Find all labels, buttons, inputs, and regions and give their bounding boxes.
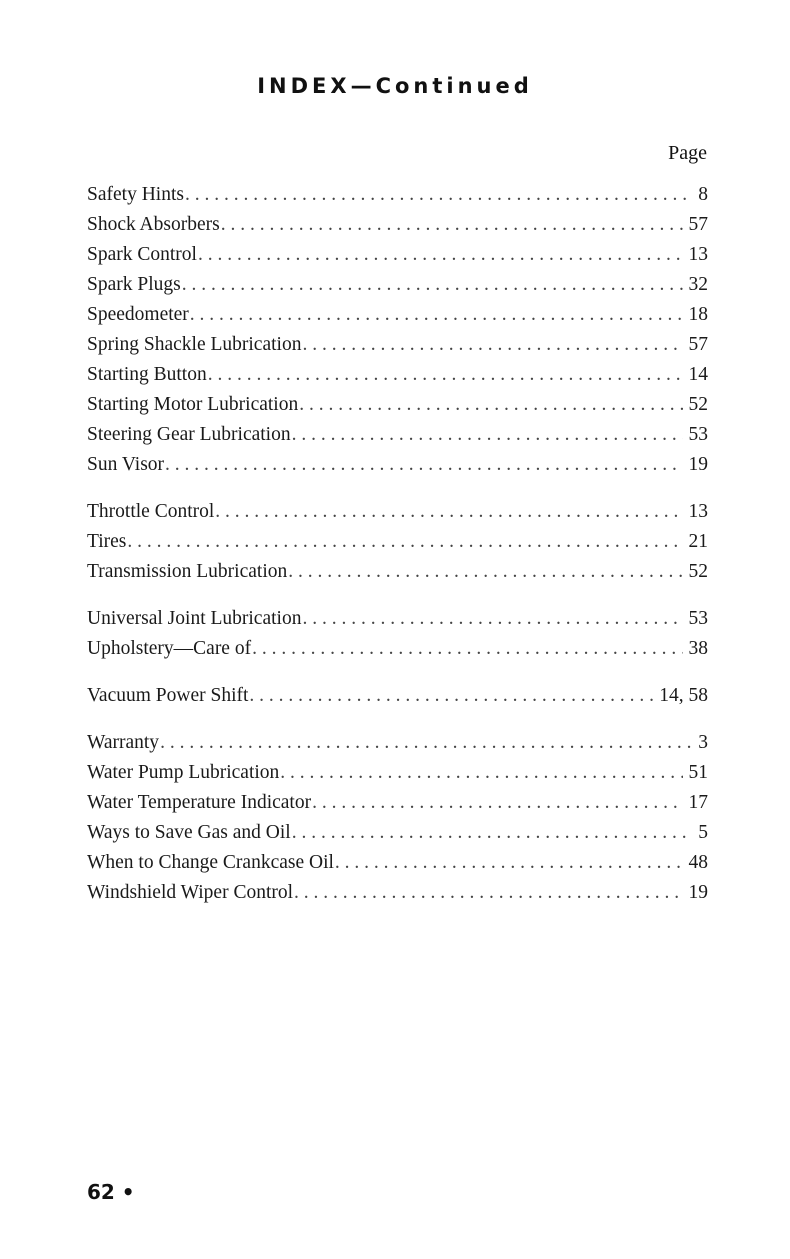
dot-leader [185, 180, 692, 210]
index-entry [87, 360, 708, 390]
index-group [87, 180, 708, 480]
index-group [87, 681, 708, 711]
page-column-header: Page [668, 142, 707, 164]
index-entry [87, 390, 708, 420]
dot-leader [280, 758, 682, 788]
index-entry-page: 18 [688, 304, 708, 325]
index-entry-page: 32 [688, 274, 708, 295]
index-entry-label: Shock Absorbers [87, 214, 220, 235]
index-entry-page: 13 [688, 244, 708, 265]
dot-leader [294, 878, 682, 908]
index-entry-label: Throttle Control [87, 501, 215, 522]
index-group [87, 728, 708, 908]
index-entry [87, 557, 708, 587]
index-entry-label: Vacuum Power Shift [87, 685, 249, 706]
dot-leader [252, 634, 682, 664]
dot-leader [165, 450, 682, 480]
index-entry-page: 52 [688, 394, 708, 415]
index-entry-label: Starting Motor Lubrication [87, 394, 299, 415]
index-entry [87, 450, 708, 480]
dot-leader [198, 240, 683, 270]
index-entry-page: 53 [688, 608, 708, 629]
dot-leader [302, 604, 682, 634]
dot-leader [127, 527, 682, 557]
index-entry [87, 604, 708, 634]
index-entry [87, 788, 708, 818]
dot-leader [292, 420, 683, 450]
dot-leader [208, 360, 683, 390]
dot-leader [312, 788, 682, 818]
index-entry [87, 180, 708, 210]
dot-leader [182, 270, 683, 300]
index-group [87, 604, 708, 664]
dot-leader [292, 818, 693, 848]
index-entry-page: 14, 58 [659, 685, 708, 706]
index-entry-label: When to Change Crankcase Oil [87, 852, 334, 873]
index-entry [87, 300, 708, 330]
index-entry-label: Spark Control [87, 244, 197, 265]
index-entry-label: Ways to Save Gas and Oil [87, 822, 291, 843]
dot-leader [160, 728, 692, 758]
index-group [87, 497, 708, 587]
index-entry [87, 818, 708, 848]
dot-leader [215, 497, 682, 527]
index-entry [87, 728, 708, 758]
index-entry [87, 527, 708, 557]
index-entry-page: 53 [688, 424, 708, 445]
index-entry-label: Steering Gear Lubrication [87, 424, 291, 445]
index-entry-page: 57 [688, 214, 708, 235]
index-entry-page: 5 [698, 822, 708, 843]
index-entry-label: Universal Joint Lubrication [87, 608, 302, 629]
index-entry-page: 51 [688, 762, 708, 783]
index-entry-label: Warranty [87, 732, 160, 753]
index-entry-label: Windshield Wiper Control [87, 882, 294, 903]
index-entry-label: Speedometer [87, 304, 189, 325]
index-entry-page: 57 [688, 334, 708, 355]
page-number: 62 • [87, 1180, 135, 1204]
index-entry [87, 848, 708, 878]
dot-leader [249, 681, 653, 711]
index-entry [87, 878, 708, 908]
index-entry [87, 270, 708, 300]
index-entry-label: Water Pump Lubrication [87, 762, 280, 783]
index-entry-page: 38 [688, 638, 708, 659]
index-entry [87, 497, 708, 527]
index-entry [87, 240, 708, 270]
index-entry-label: Upholstery—Care of [87, 638, 252, 659]
index-entry-label: Safety Hints [87, 184, 184, 205]
index-entry-page: 48 [688, 852, 708, 873]
index-entry [87, 210, 708, 240]
index-entry-page: 52 [688, 561, 708, 582]
index-list [87, 180, 708, 925]
dot-leader [221, 210, 683, 240]
index-entry [87, 758, 708, 788]
index-entry-label: Starting Button [87, 364, 207, 385]
dot-leader [302, 330, 682, 360]
dot-leader [190, 300, 683, 330]
index-entry [87, 420, 708, 450]
index-entry-page: 19 [688, 454, 708, 475]
index-entry-page: 8 [698, 184, 708, 205]
index-entry [87, 634, 708, 664]
index-entry-page: 14 [688, 364, 708, 385]
index-entry-label: Spring Shackle Lubrication [87, 334, 302, 355]
index-entry-page: 13 [688, 501, 708, 522]
index-entry-page: 19 [688, 882, 708, 903]
index-entry-label: Tires [87, 531, 127, 552]
index-entry [87, 330, 708, 360]
index-entry-label: Water Temperature Indicator [87, 792, 312, 813]
index-entry-label: Sun Visor [87, 454, 165, 475]
index-entry-label: Spark Plugs [87, 274, 181, 295]
index-entry-page: 3 [698, 732, 708, 753]
index-entry [87, 681, 708, 711]
index-entry-label: Transmission Lubrication [87, 561, 288, 582]
index-entry-page: 17 [688, 792, 708, 813]
dot-leader [288, 557, 682, 587]
page-title: INDEX—Continued [257, 74, 533, 98]
dot-leader [299, 390, 682, 420]
dot-leader [335, 848, 683, 878]
index-entry-page: 21 [688, 531, 708, 552]
